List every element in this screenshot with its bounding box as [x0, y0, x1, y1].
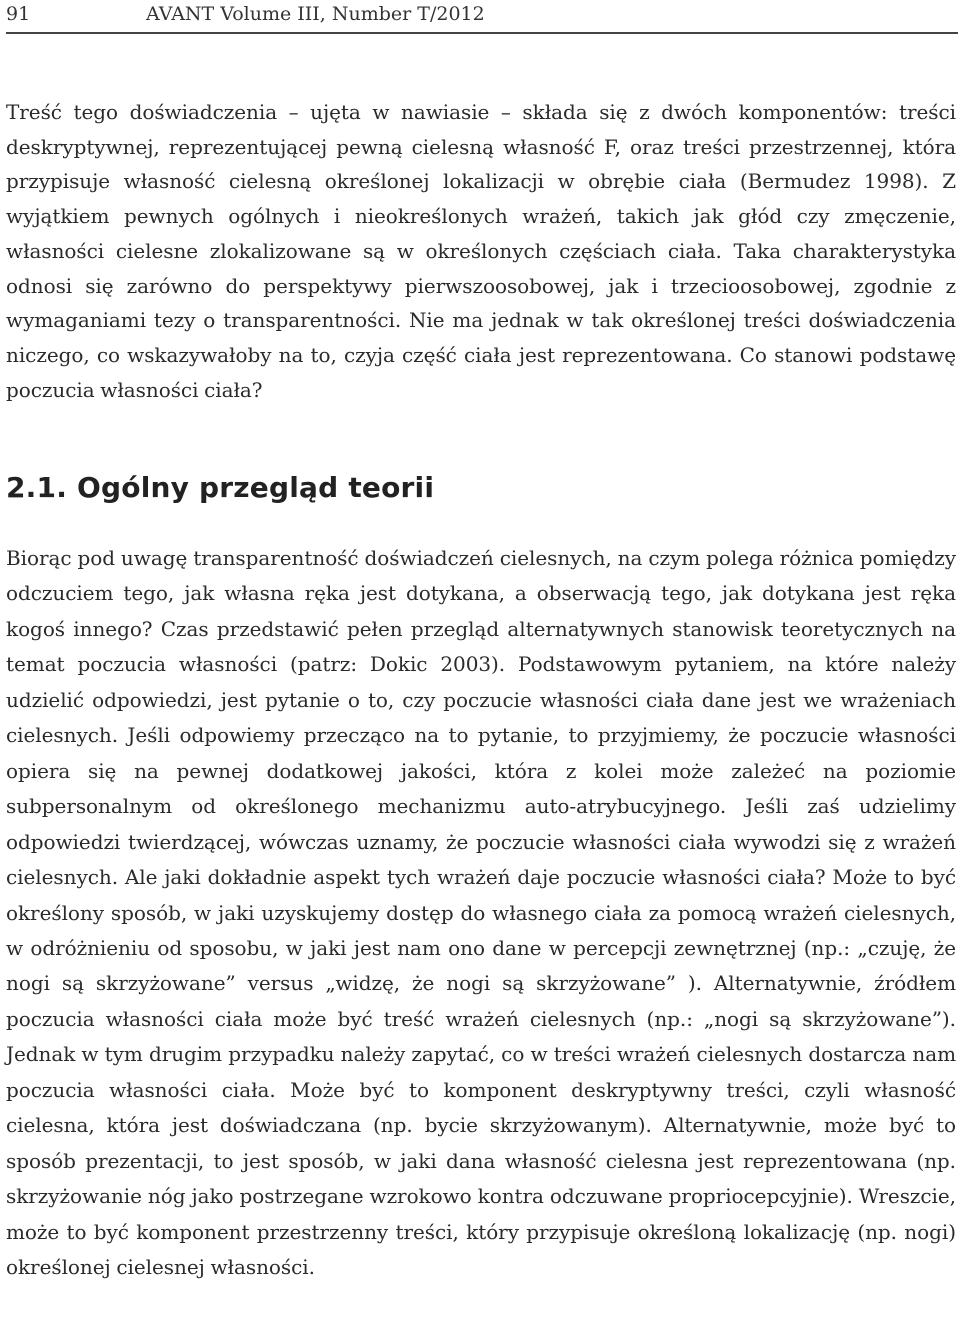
section-title: Ogólny przegląd teorii — [77, 471, 435, 504]
document-page — [6, 0, 958, 1344]
section-number: 2.1. — [6, 471, 68, 504]
paragraph-1: Treść tego doświadczenia – ujęta w nawiasie – składa się z dwóch komponentów: treści deskryptywnej, reprezentującej pewną cielesną własność F, oraz treści przestrzennej, która przypisuje własność cielesną określonej lokalizacji w obrębie ciała (Bermudez 1998). Z wyjątkiem pewnych ogólnych i nieokreślonych wrażeń, takich jak głód czy zmęczenie, własności cielesne zlokalizowane są w określonych częściach ciała. Taka charakterystyka odnosi się zarówno do perspektywy pierwszoosobowej, jak i trzecioosobowej, zgodnie z wymaganiami tezy o transparentności. Nie ma jednak w tak określonej treści doświadczenia niczego, co wskazywałoby na to, czyja część ciała jest reprezentowana. Co stanowi podstawę poczucia własności ciała? — [6, 100, 956, 402]
paragraph-2: Biorąc pod uwagę transparentność doświadczeń cielesnych, na czym polega różnica pomiędzy odczuciem tego, jak własna ręka jest dotykana, a obserwacją tego, jak dotykana jest ręka kogoś innego? Czas przedstawić pełen przegląd alternatywnych stanowisk teoretycznych na temat poczucia własności (patrz: Dokic 2003). Podstawowym pytaniem, na które należy udzielić odpowiedzi, jest pytanie o to, czy poczucie własności ciała dane jest we wrażeniach cielesnych. Jeśli odpowiemy przecząco na to pytanie, to przyjmiemy, że poczucie własności opiera się na pewnej dodatkowej jakości, która z kolei może zależeć na poziomie subpersonalnym od określonego mechanizmu auto-atrybucyjnego. Jeśli zaś udzielimy odpowiedzi twierdzącej, wówczas uznamy, że poczucie własności ciała wywodzi się z wrażeń cielesnych. Ale jaki dokładnie aspekt tych wrażeń daje poczucie własności ciała? Może to być określony sposób, w jaki uzyskujemy dostęp do własnego ciała za pomocą wrażeń cielesnych, w odróżnieniu od sposobu, w jaki jest nam ono dane w percepcji zewnętrznej (np.: „czuję, że nogi są skrzyżowane” versus „widzę, że nogi są skrzyżowane” ). Alternatywnie, źródłem poczucia własności ciała może być treść wrażeń cielesnych (np.: „nogi są skrzyżowane”). Jednak w tym drugim przypadku należy zapytać, co w treści wrażeń cielesnych dostarcza nam poczucia własności ciała. Może być to komponent deskryptywny treści, czyli własność cielesna, która jest doświadczana (np. bycie skrzyżowanym). Alternatywnie, może być to sposób prezentacji, to jest sposób, w jaki dana własność cielesna jest reprezentowana (np. skrzyżowanie nóg jako postrzegane wzrokowo kontra odczuwane propriocepcyjnie). Wreszcie, może to być komponent przestrzenny treści, który przypisuje określoną lokalizację (np. nogi) określonej cielesnej własności. — [6, 546, 956, 1280]
page-number: 91 — [6, 3, 31, 25]
section-heading — [6, 471, 434, 504]
journal-title: AVANT Volume III, Number T/2012 — [146, 3, 485, 25]
running-header — [6, 0, 958, 34]
